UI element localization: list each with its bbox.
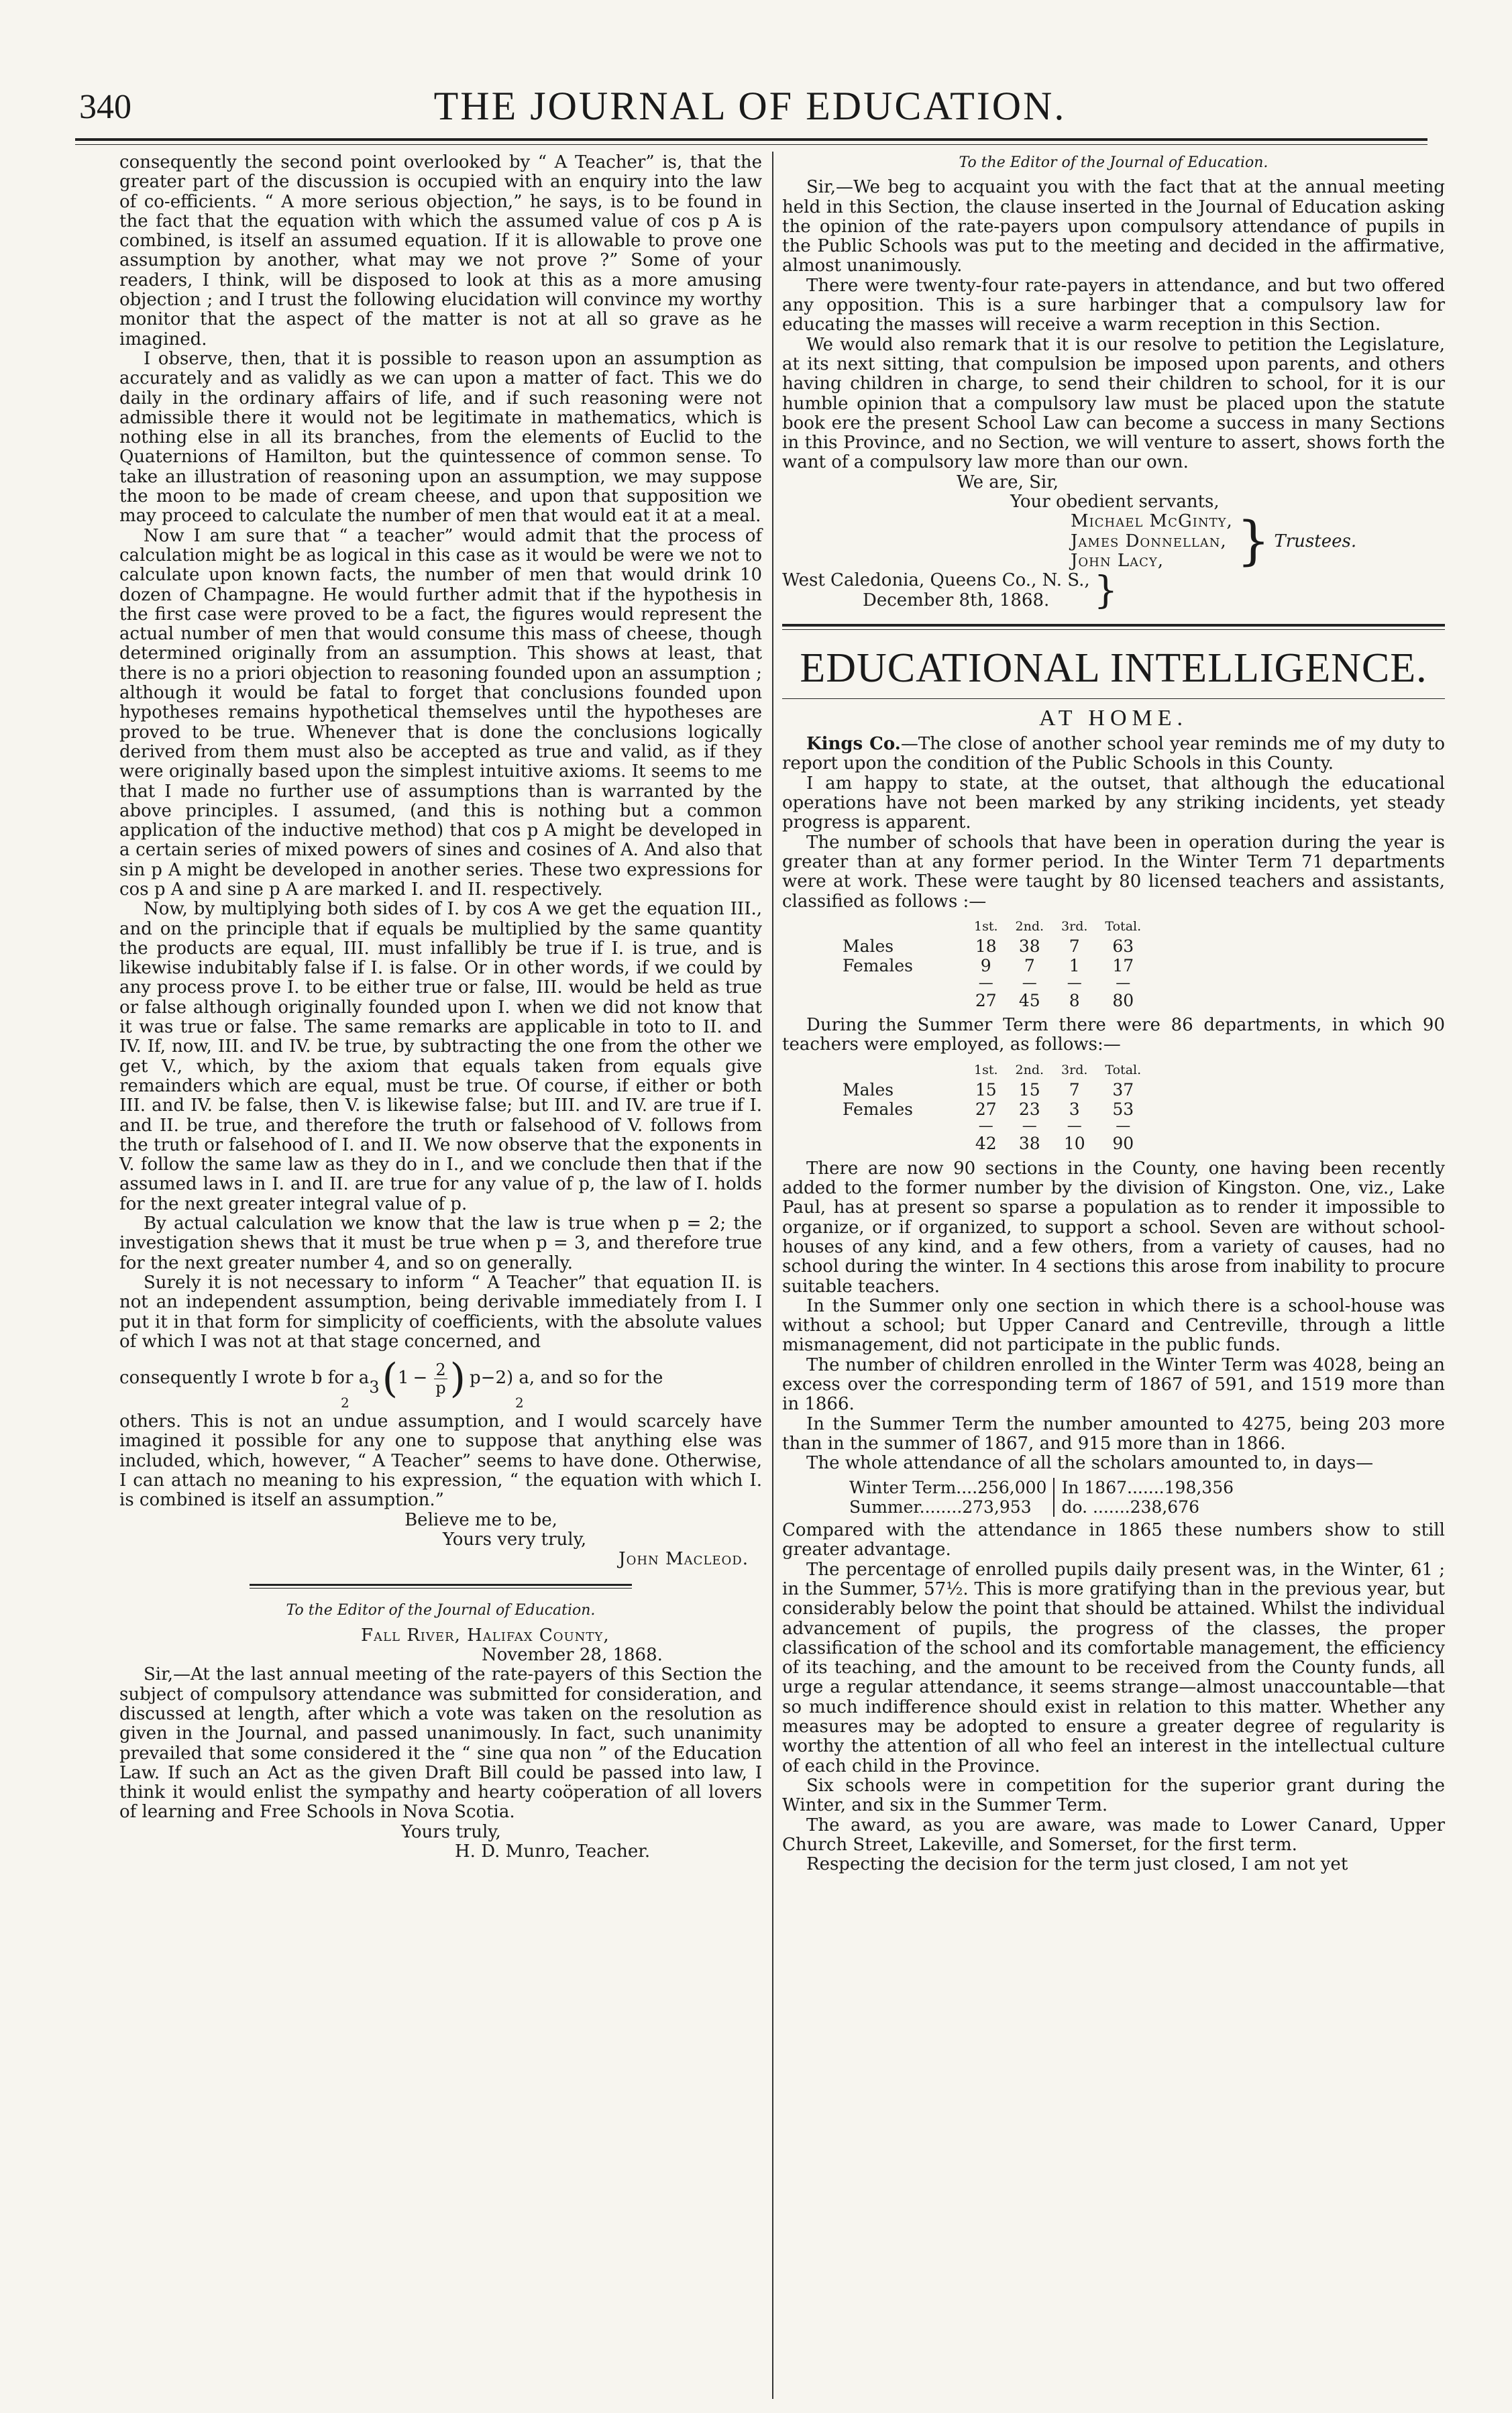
paragraph: Now I am sure that “ a teacher” would admit that the process of calculation might be as logical in this case as it would be were we not to calculate upon known facts, the number of men that would drink 10 dozen of Champagne. He would further admit that if the hypothesis in the first case were proved to be a fact, the figures would represent the actual number of men that would consume this mass of cheese, though determined originally from an assumption. This shows at least, that there is no a priori objection to reasoning founded upon an assumption ; although it would be fatal to forget that conclusions founded upon hypotheses remains hypothetical themselves until the hypotheses are proved to be true. Whenever that is done the conclusions logically derived from them must also be accepted as true and valid, as if they were originally based upon the simplest intuitive axioms. It seems to me that I made no further use of assumptions than is warranted by the above principles. I assumed, (and this is nothing but a common application of the inductive method) that cos p A might be developed in a certain series of mixed powers of sines and cosines of A. And also that sin p A might be developed in another series. These two expressions for cos p A and sine p A are marked I. and II. respectively. xyxy=(119,525,762,900)
attendance-table xyxy=(843,1478,1240,1517)
separator-rule xyxy=(250,1584,632,1589)
table-cell: 37 xyxy=(1112,1079,1134,1100)
table-header: Total. xyxy=(1105,918,1142,934)
formula-line xyxy=(119,1355,762,1403)
table-cell: Males xyxy=(843,936,894,957)
table-header: 1st. xyxy=(974,918,998,934)
paragraph: Sir,—We beg to acquaint you with the fact that at the annual meeting held in this Section, the clause inserted in the Journal of Education asking the opinion of the rate-payers upon compulsory attendance of pupils in the Public Schools was put to the meeting and decided in the affirmative, almost unanimously. xyxy=(782,177,1445,276)
teachers-summer-table xyxy=(843,1061,1158,1154)
table-cell: — xyxy=(1067,1118,1082,1135)
running-head xyxy=(79,79,1421,140)
table-row xyxy=(843,936,1158,956)
formula-sub xyxy=(369,1361,379,1396)
paragraph: In the Summer Term the number amounted to 4275, being 203 more than in the summer of 1867, and 915 more than in 1866. xyxy=(782,1413,1445,1454)
table-cell: In 1867.......198,356 xyxy=(1054,1478,1240,1497)
signature: John Macleod. xyxy=(618,1549,749,1570)
table-cell: — xyxy=(978,974,993,991)
formula-paren-close: ) xyxy=(449,1355,466,1403)
paragraph: The award, as you are aware, was made to Lower Canard, Upper Church Street, Lakeville, and Somerset, for the first term. xyxy=(782,1815,1445,1855)
table-cell: Females xyxy=(843,1100,914,1120)
paragraph: consequently the second point overlooked by “ A Teacher” is, that the greater part of the discussion is occupied with an enquiry into the law of co-efficients. “ A more serious objection,” he says, is to be found in the fact that the equation with which the assumed value of cos p A is combined, is itself an assumed equation. If it is allowable to prove one assumption by another, what may we not prove ?” Some of your readers, I think, will be disposed to look at this as a more amusing objection ; and I trust the following elucidation will convince my worthy monitor that the aspect of the matter is not at all so grave as he imagined. xyxy=(119,152,762,350)
table-cell: 9 xyxy=(980,956,991,976)
table-cell: Summer........273,953 xyxy=(849,1497,1032,1517)
brace: } xyxy=(1093,568,1118,612)
table-cell xyxy=(843,976,974,991)
paragraph: There were twenty-four rate-payers in attendance, and but two offered any opposition. This is a sure harbinger that a compulsory law for educating the masses will receive a warm reception in this Section. xyxy=(782,275,1445,335)
table-dash-row xyxy=(843,1119,1158,1134)
closing-line: Yours truly, xyxy=(401,1821,501,1842)
formula-subscripts xyxy=(119,1396,762,1409)
formula-intro: consequently I wrote b for a xyxy=(119,1368,370,1389)
county-text: —The close of another school year reminds me of my duty to report upon the condition of the Public Schools in this County. xyxy=(782,734,1445,774)
table-cell: — xyxy=(1022,1118,1037,1135)
paragraph: We would also remark that it is our resolve to petition the Legislature, at its next sitting, that compulsion be imposed upon parents, and others having children in charge, to send their children to school, for it is our humble opinion that a compulsory law must be placed upon the statute book ere the present School Law can become a success in many Sections in this Province, and no Section, we will venture to assert, shows forth the want of a compulsory law more than our own. xyxy=(782,334,1445,473)
trustee-block xyxy=(1071,512,1445,571)
table-header: 3rd. xyxy=(1061,1062,1088,1077)
table-cell: 90 xyxy=(1112,1134,1134,1154)
table-cell: 10 xyxy=(1063,1134,1085,1154)
table-header: 2nd. xyxy=(1015,1062,1044,1077)
letter-date: November 28, 1868. xyxy=(482,1645,663,1666)
column-divider xyxy=(772,152,773,2399)
trustee-name: Michael McGinty, xyxy=(1071,511,1233,532)
table-cell: 15 xyxy=(1018,1079,1040,1100)
table-header xyxy=(843,1061,974,1080)
left-column xyxy=(119,153,762,1862)
paragraph: In the Summer only one section in which there is a school-house was without a school; but Upper Canard and Centreville, through a little mismanagement, did not participate in the public funds. xyxy=(782,1295,1445,1356)
paragraph: Sir,—At the last annual meeting of the rate-payers of this Section the subject of compulsory attendance was submitted for consideration, and discussed at length, after which a vote was taken on the resolution as given in the Journal, and passed unanimously. In fact, such unanimity prevailed that some considered it the “ sine qua non ” of the Education Law. If such an Act as the given Draft Bill could be passed into law, I think it would enlist the sympathy and hearty coöperation of all lovers of learning and Free Schools in Nova Scotia. xyxy=(119,1664,762,1823)
formula-num-a: 1 xyxy=(397,1368,409,1389)
table-header: 2nd. xyxy=(1015,918,1044,934)
page-number: 340 xyxy=(79,88,131,126)
table-cell: Males xyxy=(843,1079,894,1100)
paragraph xyxy=(782,735,1445,774)
table-cell xyxy=(843,1119,974,1134)
table-cell: 53 xyxy=(1112,1100,1134,1120)
signature: H. D. Munro, Teacher. xyxy=(455,1841,651,1862)
table-cell: 17 xyxy=(1112,956,1134,976)
formula-numerator: 2 xyxy=(435,1360,446,1379)
section-title: EDUCATIONAL INTELLIGENCE. xyxy=(800,645,1427,691)
table-header-row xyxy=(843,917,1158,936)
letter-place: Fall River, Halifax County, xyxy=(361,1625,610,1646)
formula-minus: − xyxy=(413,1368,428,1389)
table-cell: 42 xyxy=(975,1134,997,1154)
paragraph: The number of schools that have been in operation during the year is greater than at any former period. In the Winter Term 71 departments were at work. These were taught by 80 licensed teachers and assistants, classified as follows :— xyxy=(782,832,1445,912)
paragraph: Surely it is not necessary to inform “ A Teacher” that equation II. is not an independent assumption, being derivable immediately from I. I put it in that form for simplicity of coefficients, with the absolute values of which I was not at that stage concerned, and xyxy=(119,1272,762,1352)
letter-heading: To the Editor of the Journal of Education. xyxy=(959,154,1268,171)
letter-place: West Caledonia, Queens Co., N. S., xyxy=(782,570,1090,591)
paragraph: I am happy to state, at the outset, that although the educational operations have not been marked by any striking incidents, yet steady progress is apparent. xyxy=(782,773,1445,833)
table-total-row xyxy=(843,991,1158,1010)
closing-line: Yours very truly, xyxy=(442,1529,587,1550)
paragraph: others. This is not an undue assumption, and I would scarcely have imagined it possible for any one to suppose that anything else was included, which, however, “ A Teacher” seems to have done. Otherwise, I can attach no meaning to his expression, “ the equation with which I. is combined is itself an assumption.” xyxy=(119,1411,762,1511)
table-cell: — xyxy=(1116,1118,1131,1135)
table-cell: — xyxy=(1116,974,1131,991)
place-lines xyxy=(782,571,1090,610)
table-dash-row xyxy=(843,976,1158,991)
subsection-title: AT HOME. xyxy=(1038,705,1189,731)
paragraph: Now, by multiplying both sides of I. by cos A we get the equation III., and on the principle that if equals be multiplied by the same quantity the products are equal, III. must infallibly be true if I. is true, and is likewise indubitably false if I. is false. Or in other words, if we could by any process prove I. to be either true or false, III. would be held as true or false although originally founded upon I. when we did not know that it was true or false. The same remarks are applicable in toto to II. and IV. If, now, III. and IV. be true, by subtracting the one from the other we get V., which, by the axiom that equals taken from equals give remainders which are equal, must be true. Of course, if either or both III. and IV. be false, then V. is likewise false; but III. and IV. are true if I. and II. be true, and therefore the truth or falsehood of V. follows from the truth or falsehood of I. and II. We now observe that the exponents in V. follow the same law as they do in I., and we conclude then that if the assumed laws in I. and II. are true for any value of p, the law of I. holds for the next greater integral value of p. xyxy=(119,899,762,1214)
header-rule xyxy=(75,138,1427,145)
table-cell: 7 xyxy=(1069,936,1080,957)
table-cell: — xyxy=(1022,974,1037,991)
table-cell: 63 xyxy=(1112,936,1134,957)
table-header: 3rd. xyxy=(1061,918,1088,934)
paragraph: I observe, then, that it is possible to reason upon an assumption as accurately and as validly as we can upon a matter of fact. This we do daily in the ordinary affairs of life, and if such reasoning were not admissible there it would not be legitimate in mathematics, which is nothing else in all its branches, from the elements of Euclid to the Quaternions of Hamilton, but the quintessence of common sense. To take an illustration of reasoning upon an assumption, we may suppose the moon to be made of cream cheese, and upon that supposition we may proceed to calculate the number of men that would eat it at a meal. xyxy=(119,348,762,527)
table-total-row xyxy=(843,1134,1158,1153)
closing-line: Believe me to be, xyxy=(404,1509,557,1530)
table-cell: 15 xyxy=(975,1079,997,1100)
formula-after: p−2) a, and so for the xyxy=(470,1368,663,1389)
table-cell: do. .......238,676 xyxy=(1054,1497,1240,1517)
table-cell: 7 xyxy=(1069,1079,1080,1100)
teachers-winter-table xyxy=(843,917,1158,1010)
paragraph: The number of children enrolled in the Winter Term was 4028, being an excess over the corresponding term of 1867 of 591, and 1519 more than in 1866. xyxy=(782,1354,1445,1415)
table-cell: 7 xyxy=(1024,956,1035,976)
table-cell: 27 xyxy=(975,990,997,1010)
closing-line: Your obedient servants, xyxy=(1010,492,1220,513)
paragraph: Respecting the decision for the term just closed, I am not yet xyxy=(806,1854,1348,1875)
table-cell: 38 xyxy=(1018,1134,1040,1154)
paragraph: There are now 90 sections in the County, one having been recently added to the former number by the division of Kingston. One, viz., Lake Paul, has at present so sparse a population as to render it impossible to organize, or if organized, to support a school. Seven are without school-houses of any kind, and a few others, from a variety of causes, had no school during the winter. In 4 sections this arose from inability to procure suitable teachers. xyxy=(782,1158,1445,1297)
county-lead: Kings Co. xyxy=(806,734,901,755)
table-row xyxy=(843,956,1158,975)
table-cell: 3 xyxy=(1069,1100,1080,1120)
brace: } xyxy=(1236,511,1271,572)
letter-heading: To the Editor of the Journal of Education. xyxy=(286,1602,596,1619)
table-cell: 38 xyxy=(1018,936,1040,957)
closing-line: We are, Sir, xyxy=(957,472,1059,492)
paragraph: Compared with the attendance in 1865 these numbers show to still greater advantage. xyxy=(782,1520,1445,1560)
table-cell xyxy=(843,991,974,1010)
table-cell: — xyxy=(978,1118,993,1135)
formula-denominator: p xyxy=(435,1378,446,1397)
table-row xyxy=(843,1080,1158,1100)
trustee-name: John Lacy, xyxy=(1071,550,1165,571)
formula-paren: ( xyxy=(382,1355,398,1403)
thin-rule xyxy=(782,698,1445,699)
table-cell xyxy=(843,1134,974,1153)
trustee-names xyxy=(1071,512,1233,571)
table-row xyxy=(843,1497,1240,1517)
paragraph: By actual calculation we know that the law is true when p = 2; the investigation shews that it must be true when p = 3, and therefore true for the next greater number 4, and so on generally. xyxy=(119,1214,762,1273)
formula-fraction xyxy=(434,1361,447,1397)
letter-place-block xyxy=(782,568,1445,612)
formula-subscript: 3 xyxy=(369,1378,380,1397)
table-header: 1st. xyxy=(974,1062,998,1077)
table-row xyxy=(843,1100,1158,1119)
paragraph: The whole attendance of all the scholars amounted to, in days— xyxy=(806,1453,1374,1474)
table-cell: 80 xyxy=(1112,990,1134,1010)
paragraph: The percentage of enrolled pupils daily present was, in the Winter, 61 ; in the Summer, 57½. This is more gratifying than in the previous year, but considerably below the point that should be attained. Whilst the individual advancement of pupils, the progress of the classes, the proper classification of the school and its comfortable management, the efficiency of its teaching, and the amount to be received from the County funds, all urge a regular attendance, it seems strange—almost unaccountable—that so much indifference should exist in relation to this matter. Whether any measures may be adopted to ensure a greater degree of regularity is worthy the attention of all who feel an interest in the intellectual culture of each child in the Province. xyxy=(782,1559,1445,1776)
right-column xyxy=(782,153,1445,1874)
table-cell: Females xyxy=(843,956,914,976)
section-rule xyxy=(782,624,1445,630)
formula-subscript-3: 2 xyxy=(515,1395,524,1411)
letter-date: December 8th, 1868. xyxy=(863,590,1050,610)
trustees-label: Trustees. xyxy=(1274,531,1357,551)
trustee-name: James Donnellan, xyxy=(1071,531,1227,551)
formula-subscript-2: 2 xyxy=(341,1395,349,1411)
table-row xyxy=(843,1478,1240,1497)
table-cell: — xyxy=(1067,974,1082,991)
table-header xyxy=(843,917,974,936)
journal-title: THE JOURNAL OF EDUCATION. xyxy=(433,84,1067,128)
paragraph: Six schools were in competition for the superior grant during the Winter, and six in the Summer Term. xyxy=(782,1775,1445,1816)
table-cell: 23 xyxy=(1018,1100,1040,1120)
table-cell: Winter Term....256,000 xyxy=(849,1477,1047,1497)
paragraph: During the Summer Term there were 86 departments, in which 90 teachers were employed, as follows:— xyxy=(782,1014,1445,1055)
table-cell: 45 xyxy=(1018,990,1040,1010)
table-cell: 27 xyxy=(975,1100,997,1120)
table-cell: 8 xyxy=(1069,990,1080,1010)
table-header: Total. xyxy=(1105,1062,1142,1077)
table-cell: 1 xyxy=(1069,956,1080,976)
table-cell: 18 xyxy=(975,936,997,957)
table-header-row xyxy=(843,1061,1158,1080)
